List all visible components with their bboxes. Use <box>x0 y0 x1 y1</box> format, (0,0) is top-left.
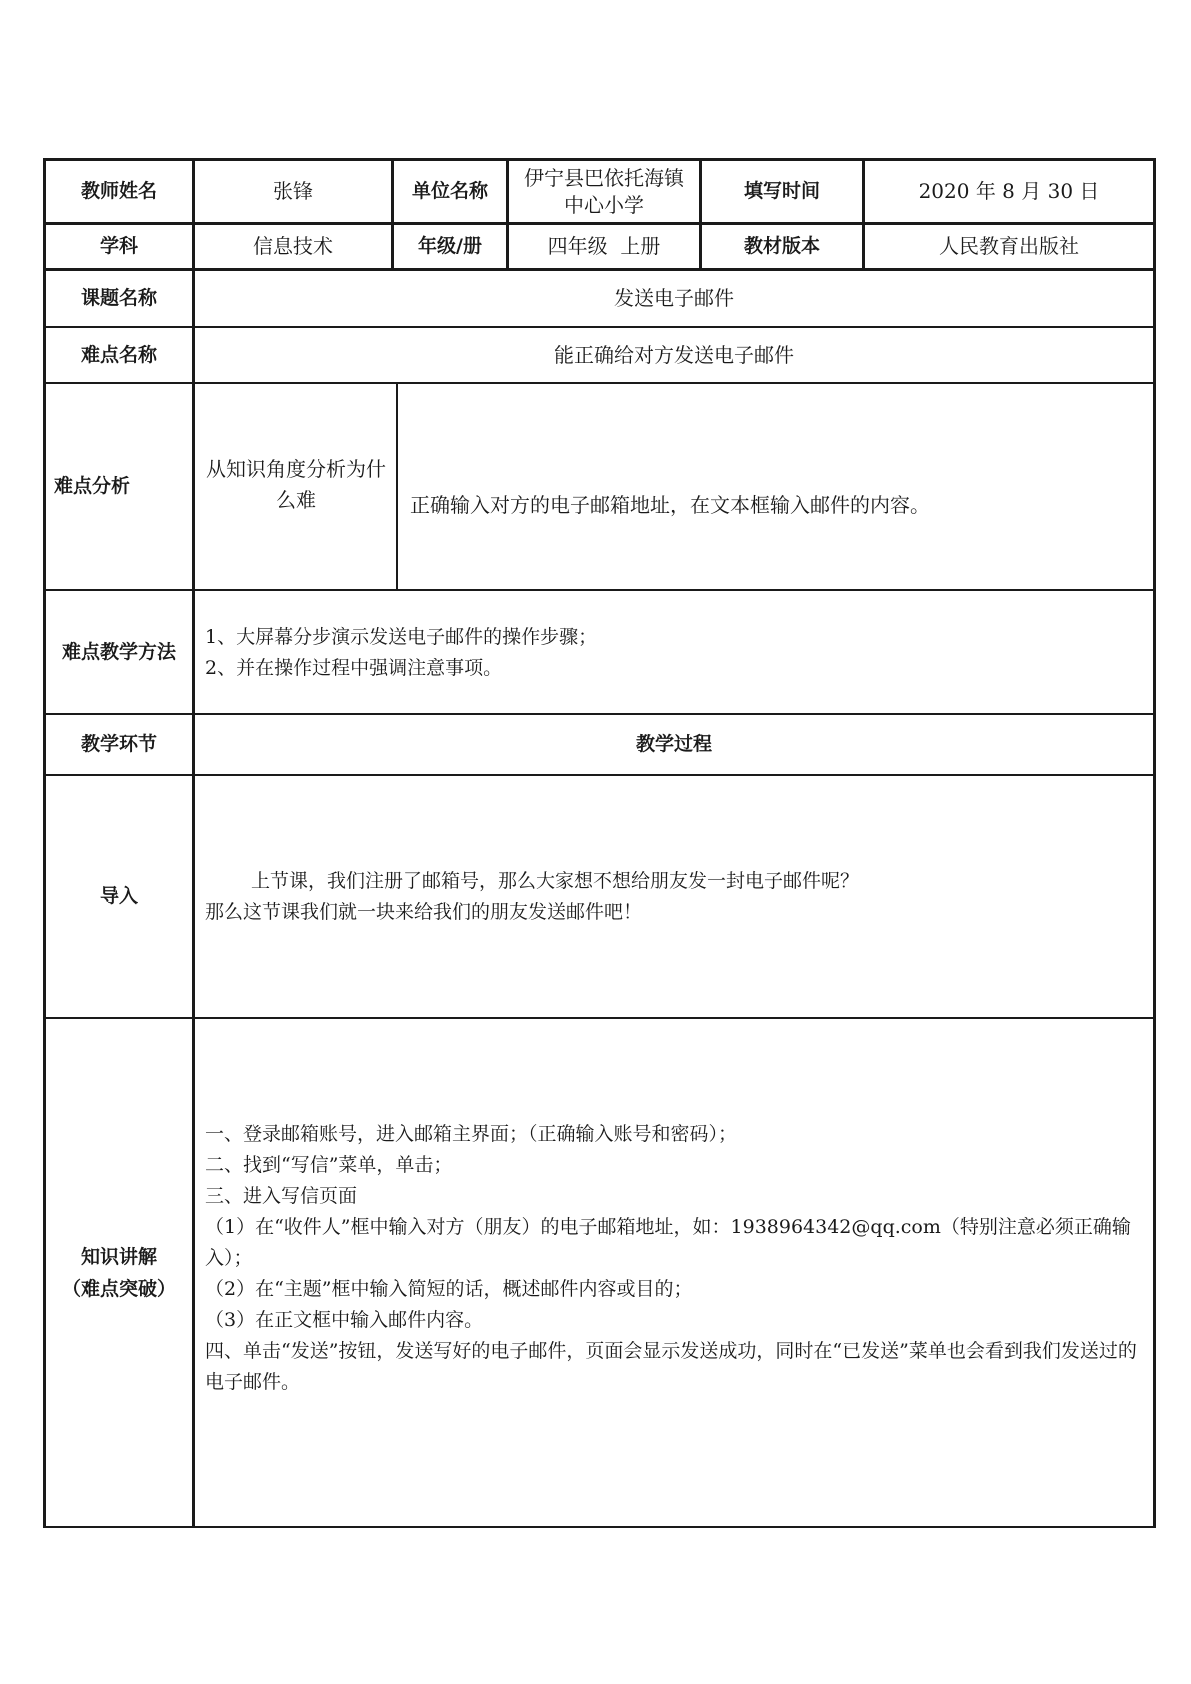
rule-header-bottom <box>43 774 1156 776</box>
edition-value: 人民教育出版社 <box>939 234 1079 258</box>
stage-header-label: 教学环节 <box>80 733 157 755</box>
intro-label: 导入 <box>99 885 138 907</box>
topic-value: 发送电子邮件 <box>614 286 734 310</box>
knowledge-line-1: 一、登录邮箱账号，进入邮箱主界面；（正确输入账号和密码）； <box>205 1123 738 1145</box>
knowledge-line-6: （3）在正文框中输入邮件内容。 <box>205 1309 484 1331</box>
fill-time-value: 2020 年 8 月 30 日 <box>918 179 1100 203</box>
difficulty-label: 难点名称 <box>80 343 157 366</box>
knowledge-label-line2: （难点突破） <box>61 1277 176 1300</box>
teacher-name-value: 张锋 <box>273 179 313 203</box>
rule-difficulty-bottom <box>43 382 1156 384</box>
edition-label: 教材版本 <box>743 235 820 257</box>
fill-time-label: 填写时间 <box>743 180 820 202</box>
grade-label: 年级/册 <box>418 235 482 257</box>
method-line-1: 1、大屏幕分步演示发送电子邮件的操作步骤； <box>205 626 598 648</box>
intro-content <box>205 866 1145 928</box>
method-line-2: 2、并在操作过程中强调注意事项。 <box>205 657 503 679</box>
difficulty-value: 能正确给对方发送电子邮件 <box>554 342 794 367</box>
analysis-value: 正确输入对方的电子邮箱地址，在文本框输入邮件的内容。 <box>410 492 930 517</box>
rule-bottom <box>43 1526 1156 1528</box>
topic-label: 课题名称 <box>80 287 157 309</box>
unit-name-label: 单位名称 <box>411 180 488 202</box>
rule-intro-bottom <box>43 1017 1156 1019</box>
knowledge-line-7: 四、单击“发送”按钮，发送写好的电子邮件，页面会显示发送成功，同时在“已发送”菜单也会看到我们发送过的电子邮件。 <box>205 1340 1137 1393</box>
subject-value: 信息技术 <box>253 234 333 258</box>
knowledge-line-3: 三、进入写信页面 <box>205 1185 358 1207</box>
teacher-name-label: 教师姓名 <box>80 180 157 202</box>
knowledge-label <box>46 1019 192 1526</box>
knowledge-line-5: （2）在“主题”框中输入简短的话，概述邮件内容或目的； <box>205 1278 693 1300</box>
knowledge-content <box>205 1119 1147 1398</box>
subject-label: 学科 <box>99 235 138 257</box>
knowledge-line-4: （1）在“收件人”框中输入对方（朋友）的电子邮箱地址，如：1938964342@qq.com（特别注意必须正确输入）； <box>205 1216 1131 1269</box>
knowledge-line-2: 二、找到“写信”菜单，单击； <box>205 1154 453 1176</box>
intro-line-2: 那么这节课我们就一块来给我们的朋友发送邮件吧！ <box>205 901 643 923</box>
analysis-label: 难点分析 <box>54 475 131 497</box>
process-header-label: 教学过程 <box>635 733 712 755</box>
grade-value: 四年级 上册 <box>547 234 661 258</box>
method-label: 难点教学方法 <box>61 640 176 663</box>
intro-line-1: 上节课，我们注册了邮箱号，那么大家想不想给朋友发一封电子邮件呢？ <box>251 870 860 892</box>
knowledge-label-line1: 知识讲解 <box>80 1245 157 1268</box>
rule-analysis-sub <box>396 382 398 591</box>
unit-name-value: 伊宁县巴依托海镇中心小学 <box>524 165 684 217</box>
rule-analysis-bottom <box>43 589 1156 591</box>
method-content <box>205 622 1145 684</box>
analysis-sub-label: 从知识角度分析为什么难 <box>206 457 386 512</box>
rule-right <box>1153 158 1156 1528</box>
